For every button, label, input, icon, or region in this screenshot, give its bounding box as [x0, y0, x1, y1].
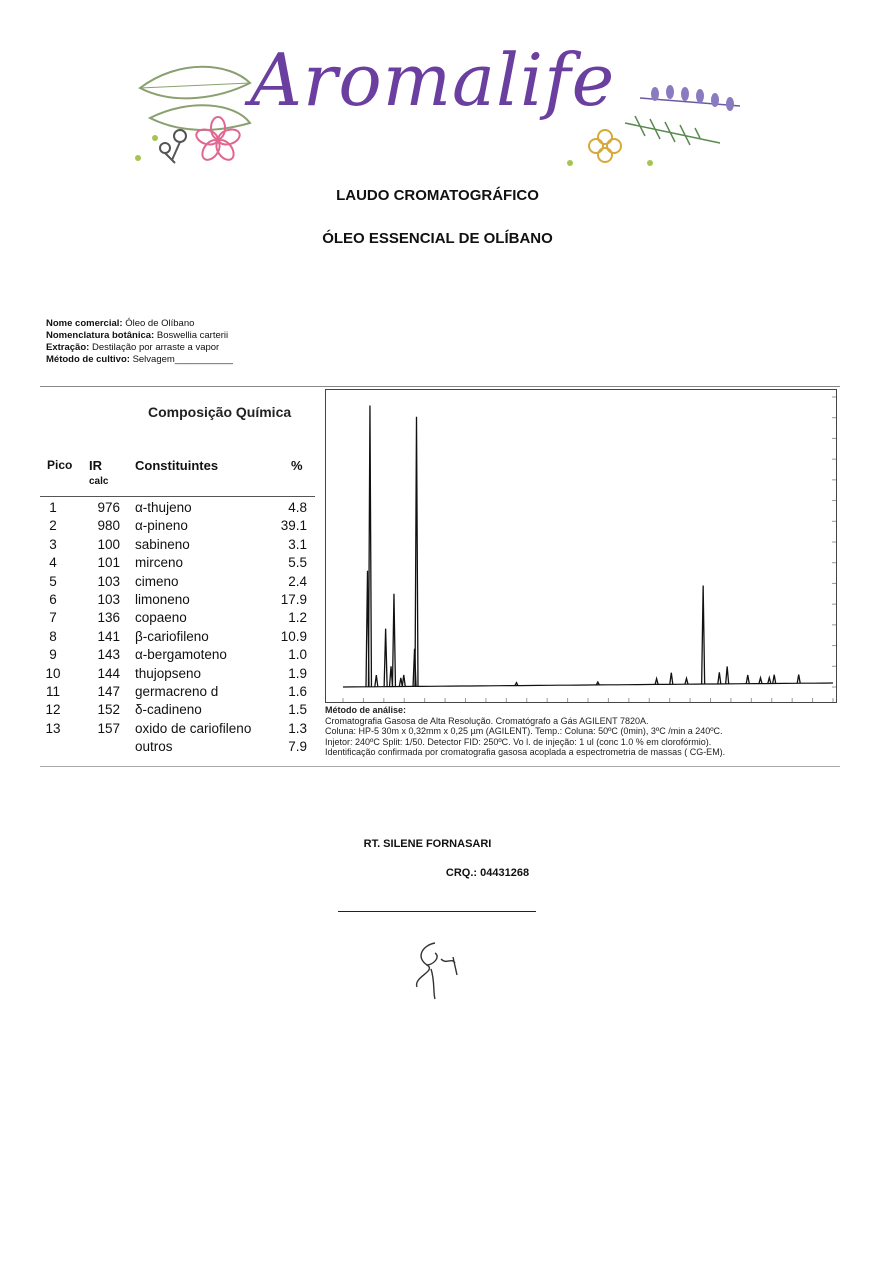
cell-ir: 136 [97, 610, 120, 626]
cell-pico: 9 [49, 647, 57, 663]
table-row [40, 537, 310, 555]
chromatogram-plot [325, 389, 837, 703]
cell-percent: 10.9 [280, 628, 307, 644]
table-row [40, 702, 310, 720]
table-header-divider [40, 496, 315, 497]
table-row [40, 592, 310, 610]
cell-pico: 13 [45, 720, 61, 736]
table-row [40, 721, 310, 739]
method-line: Cromatografia Gasosa de Alta Resolução. Cromatógrafo a Gás AGILENT 7820A. [325, 715, 649, 726]
header-pico: Pico [47, 458, 73, 472]
composition-title: Composição Química [148, 404, 292, 420]
cell-pico: 6 [49, 591, 57, 607]
method-line: Coluna: HP-5 30m x 0,32mm x 0,25 µm (AGILENT). Temp.: Coluna: 50ºC (0min), 3ºC /min a 240ºC. [325, 726, 723, 736]
cell-percent: 1.5 [288, 702, 307, 718]
cell-ir: 976 [97, 500, 120, 515]
aromalife-logo [120, 28, 760, 178]
signatory-name: RT. SILENE FORNASARI [363, 838, 492, 850]
cell-percent: 1.6 [288, 683, 307, 699]
cell-constituent: limoneno [135, 591, 190, 607]
cell-pico: 2 [49, 518, 57, 534]
cell-ir: 103 [97, 591, 120, 607]
cell-pico: 7 [49, 610, 57, 626]
cell-ir: 100 [97, 536, 120, 552]
analysis-method [325, 705, 725, 758]
table-row [40, 610, 310, 628]
cell-pico: 1 [49, 500, 57, 515]
cell-pico: 5 [49, 573, 57, 589]
cell-pico: 11 [45, 683, 60, 699]
cell-percent: 1.3 [288, 720, 307, 736]
cell-pico: 3 [49, 536, 57, 552]
table-row [40, 684, 310, 702]
cell-constituent: cimeno [135, 573, 179, 589]
info-commercial-name: Nome comercial: Óleo de Olíbano [46, 318, 195, 329]
info-cultivation: Método de cultivo: Selvagem___________ [46, 354, 233, 365]
table-row [40, 500, 310, 518]
method-line: Injetor: 240ºC Split: 1/50. Detector FID: 250ºC. Vo l. de injeção: 1 ul (conc 1.0 % em clorofórmio). [325, 736, 712, 747]
brand-name: Aromalife [250, 38, 616, 122]
cell-percent: 1.2 [288, 610, 307, 626]
cell-pico: 12 [45, 702, 61, 718]
handwritten-signature [405, 935, 465, 1005]
cell-percent: 39.1 [280, 518, 307, 534]
cell-constituent: germacreno d [135, 683, 219, 699]
product-info [46, 318, 233, 366]
cell-ir: 144 [97, 665, 120, 681]
info-extraction: Extração: Destilação por arraste a vapor [46, 342, 220, 353]
cell-ir: 143 [97, 647, 120, 663]
cell-percent: 2.4 [288, 573, 307, 589]
method-heading: Método de análise: [325, 705, 407, 715]
header-ir-sub: calc [89, 476, 109, 487]
cell-ir: 147 [97, 683, 120, 699]
report-title: LAUDO CROMATOGRÁFICO [336, 187, 539, 204]
cell-ir: 101 [97, 555, 120, 571]
cell-constituent: thujopseno [135, 665, 202, 681]
report-subtitle: ÓLEO ESSENCIAL DE OLÍBANO [322, 230, 553, 247]
cell-constituent: α-thujeno [135, 500, 192, 515]
table-row [40, 629, 310, 647]
table-row [40, 739, 310, 757]
cell-pico: 10 [45, 665, 61, 681]
cell-ir: 103 [97, 573, 120, 589]
cell-constituent: sabineno [135, 536, 190, 552]
method-line: Identificação confirmada por cromatografia gasosa acoplada a espectrometria de massas ( CG-EM). [325, 747, 726, 757]
cell-percent: 1.9 [288, 665, 307, 681]
cell-percent: 5.5 [288, 555, 307, 571]
table-row [40, 574, 310, 592]
header-constituents: Constituintes [135, 458, 219, 473]
cell-constituent: mirceno [135, 555, 184, 571]
signature-icon [405, 935, 465, 1005]
cell-constituent: β-cariofileno [135, 628, 209, 644]
header-ir: IR [89, 458, 102, 473]
section-divider [40, 386, 840, 387]
cell-pico: 4 [49, 555, 57, 571]
cell-constituent: oxido de cariofileno [135, 720, 252, 736]
cell-percent: 3.1 [288, 536, 307, 552]
table-row [40, 647, 310, 665]
signature-line [338, 911, 536, 912]
info-botanical-name: Nomenclatura botânica: Boswellia carterii [46, 330, 229, 341]
header-percent: % [291, 458, 303, 473]
cell-percent: 4.8 [288, 500, 307, 515]
table-bottom-divider [40, 766, 840, 767]
cell-ir: 152 [97, 702, 120, 718]
cell-constituent: δ-cadineno [135, 702, 202, 718]
cell-ir: 141 [97, 628, 120, 644]
table-row [40, 555, 310, 573]
table-row [40, 518, 310, 536]
cell-percent: 1.0 [288, 647, 307, 663]
chromatogram-image [325, 389, 837, 703]
cell-ir: 157 [97, 720, 120, 736]
cell-constituent: α-bergamoteno [135, 647, 227, 663]
cell-percent: 7.9 [288, 739, 307, 755]
cell-constituent: copaeno [135, 610, 187, 626]
cell-ir: 980 [97, 518, 120, 534]
cell-constituent: α-pineno [135, 518, 188, 534]
table-row [40, 666, 310, 684]
cell-constituent: outros [135, 739, 173, 755]
composition-table [40, 500, 310, 757]
cell-percent: 17.9 [280, 591, 307, 607]
cell-pico: 8 [49, 628, 57, 644]
signatory-crq: CRQ.: 04431268 [445, 867, 530, 879]
